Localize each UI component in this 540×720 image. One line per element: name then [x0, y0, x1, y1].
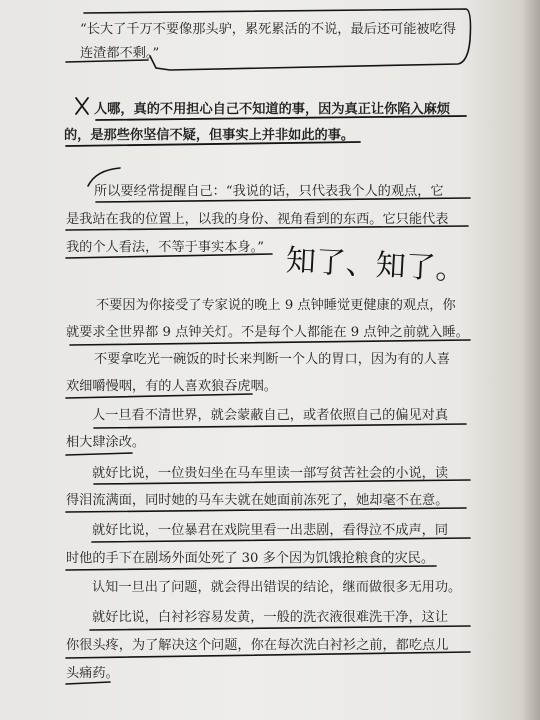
text-line-8: 不要因为你接受了专家说的晚上 9 点钟睡觉更健康的观点，你 — [96, 298, 456, 313]
text-line-21: 头痛药。 — [66, 666, 119, 681]
text-line-17: 时他的手下在剧场外面处死了 30 多个因为饥饿抢粮食的灾民。 — [66, 551, 435, 566]
text-line-20: 你很头疼，为了解决这个问题，你在每次洗白衬衫之前，都吃点儿 — [66, 638, 449, 653]
text-line-13: 相大肆涂改。 — [66, 435, 146, 450]
text-line-4: 的，是那些你坚信不疑，但事实上并非如此的事。 — [64, 128, 355, 143]
text-line-2: 连渣都不剩。” — [80, 46, 160, 61]
text-line-10: 不要拿吃光一碗饭的时长来判断一个人的胃口，因为有的人喜 — [94, 352, 451, 367]
text-line-6: 是我站在我的位置上，以我的身份、视角看到的东西。它只能代表 — [66, 212, 449, 227]
text-line-3: 人哪，真的不用担心自己不知道的事，因为真正让你陷入麻烦 — [94, 102, 451, 117]
text-line-11: 欢细嚼慢咽，有的人喜欢狼吞虎咽。 — [66, 379, 277, 394]
text-line-18: 认知一旦出了问题，就会得出错误的结论，继而做很多无用功。 — [92, 580, 462, 595]
text-line-5: 所以要经常提醒自己：“我说的话，只代表我个人的观点，它 — [94, 184, 444, 199]
text-line-14: 就好比说，一位贵妇坐在马车里读一部写贫苦社会的小说，读 — [92, 466, 449, 481]
handwritten-note: 知了、知了。 — [284, 243, 467, 288]
text-line-12: 人一旦看不清世界，就会蒙蔽自己，或者依照自己的偏见对真 — [92, 408, 449, 423]
text-line-19: 就好比说，白衬衫容易发黄，一般的洗衣液很难洗干净，这让 — [92, 610, 449, 625]
text-line-16: 就好比说，一位暴君在戏院里看一出悲剧，看得泣不成声，同 — [92, 523, 449, 538]
text-line-15: 得泪流满面，同时她的马车夫就在她面前冻死了，她却毫不在意。 — [66, 493, 449, 508]
text-line-9: 就要求全世界都 9 点钟关灯。不是每个人都能在 9 点钟之前就入睡。 — [66, 325, 469, 340]
text-line-1: “长大了千万不要像那头驴，累死累活的不说，最后还可能被吃得 — [80, 22, 456, 37]
text-line-7: 我的个人看法，不等于事实本身。” — [66, 240, 264, 255]
